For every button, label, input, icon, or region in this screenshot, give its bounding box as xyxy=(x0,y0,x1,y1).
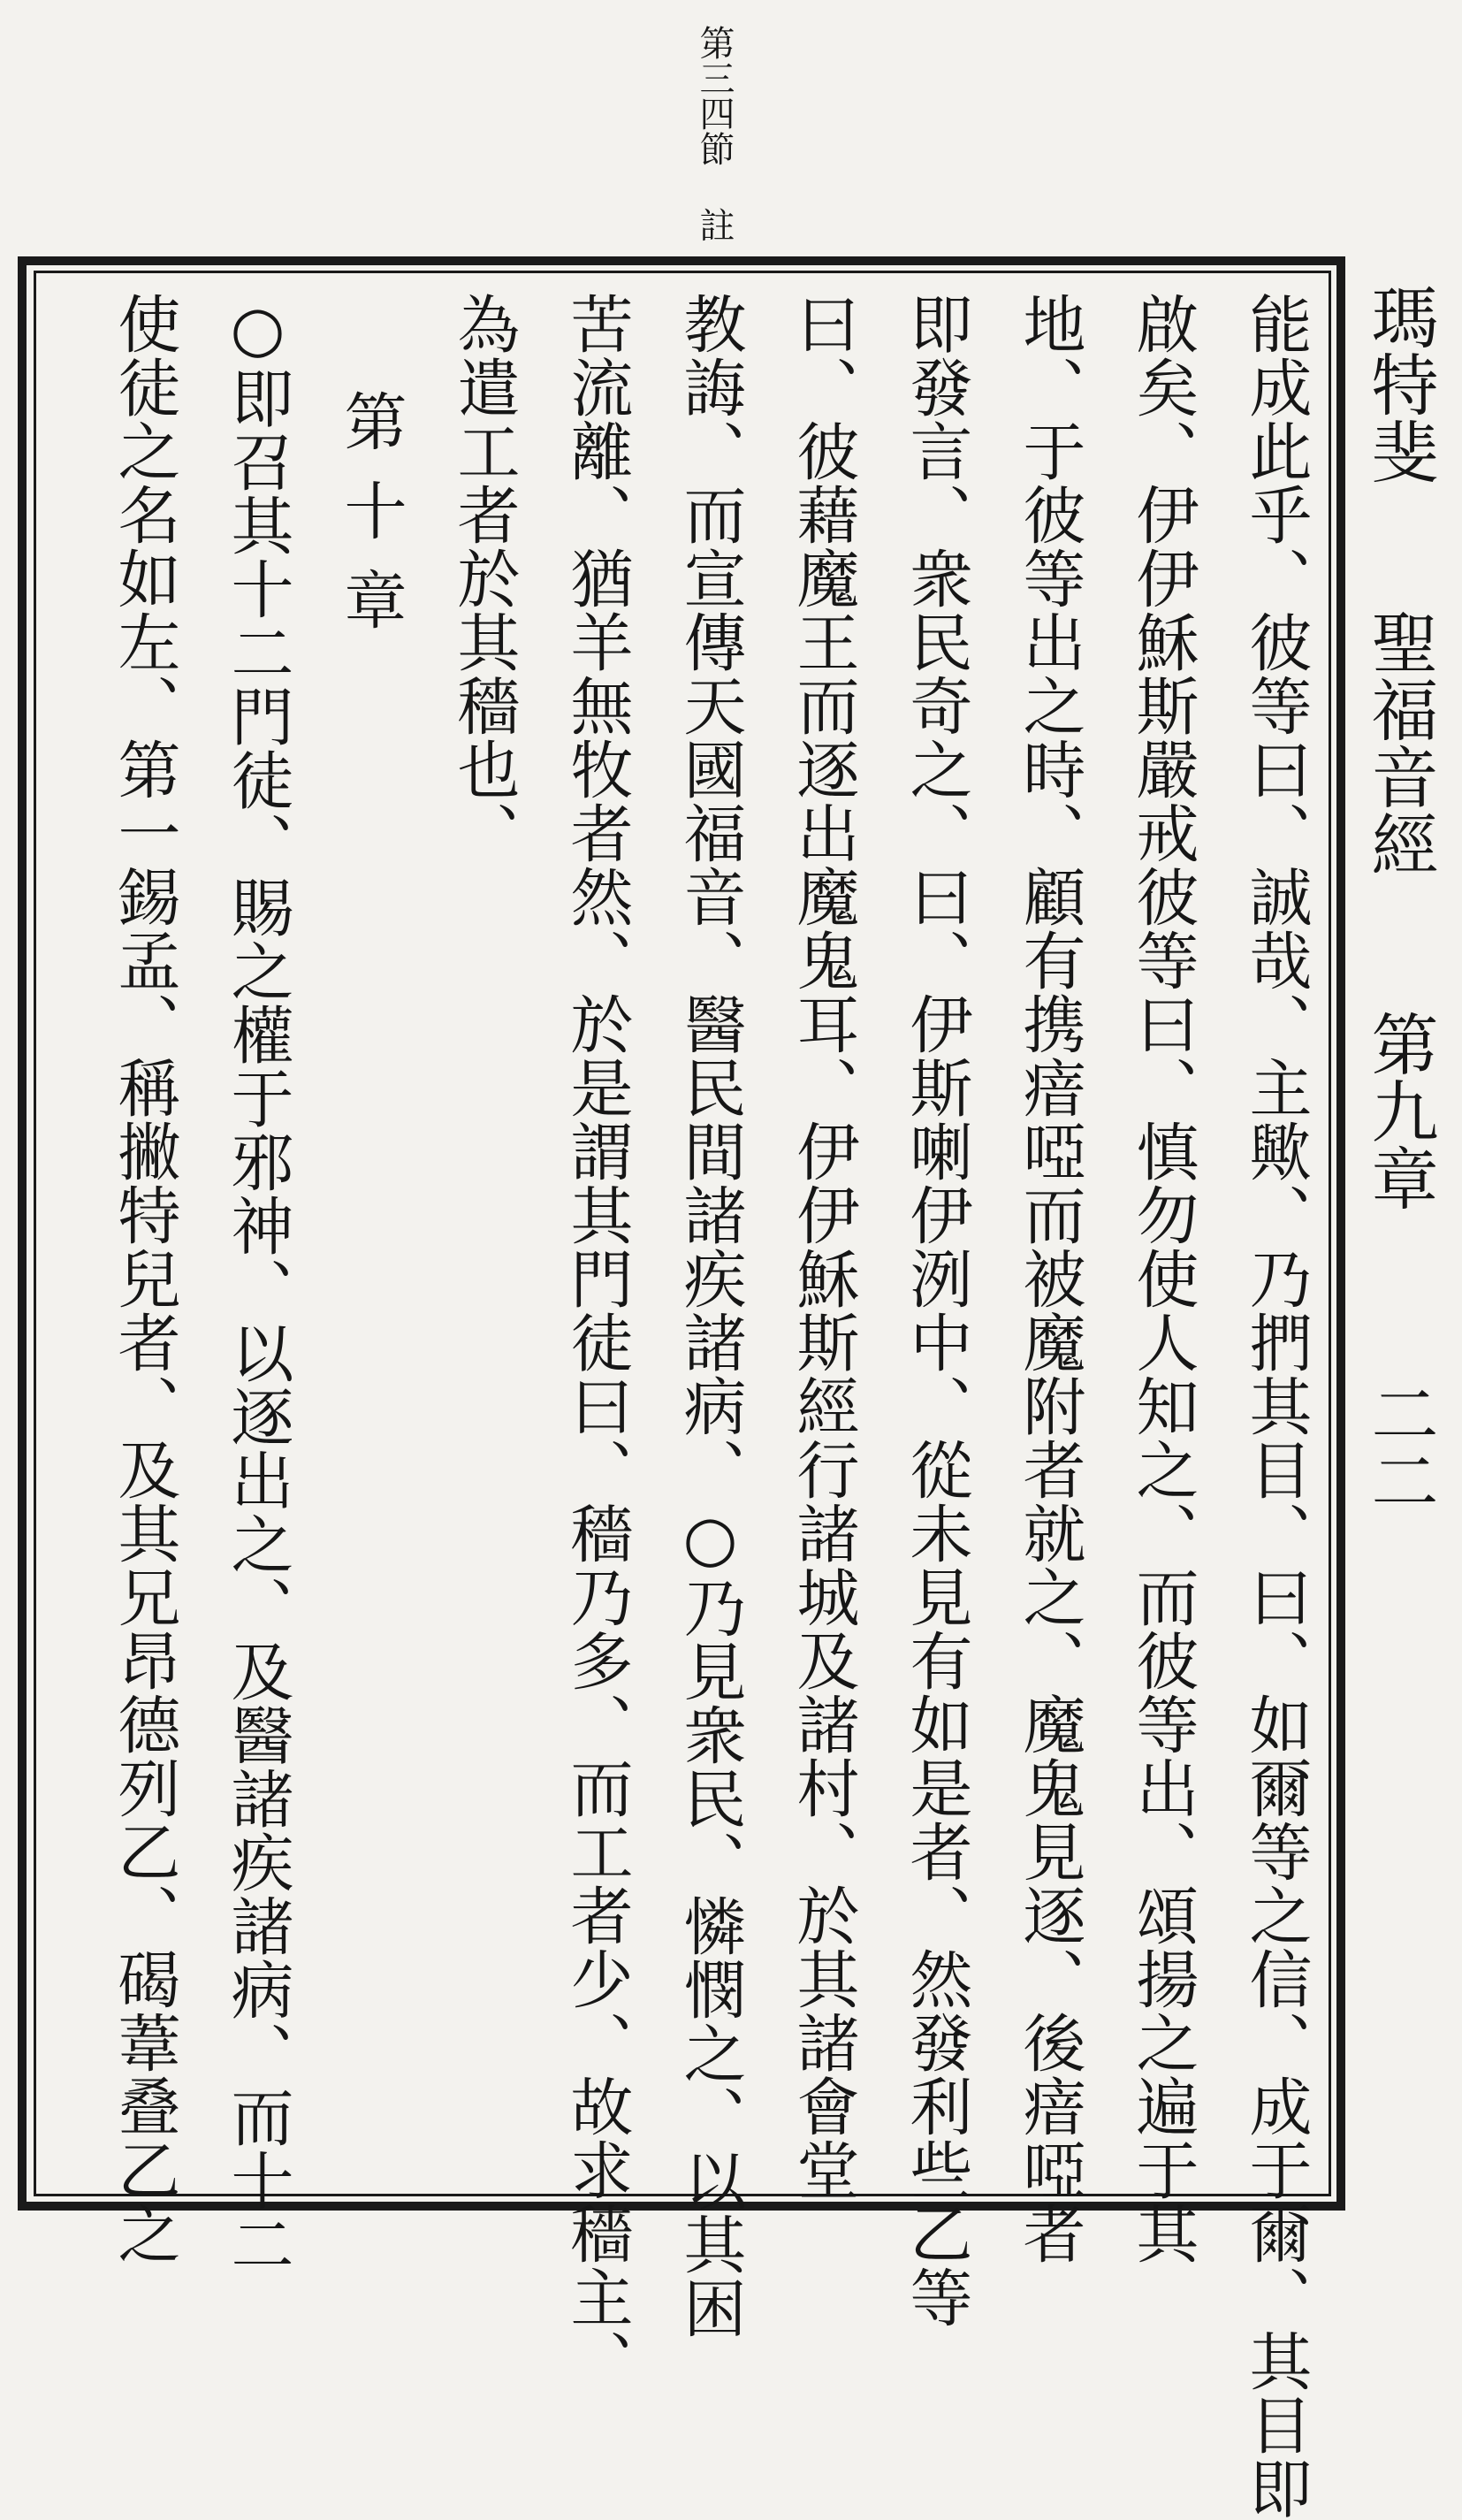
chapter-heading xyxy=(331,292,410,2184)
main-text xyxy=(51,292,1315,2520)
text-column-8: 為遣工者於其穡也、 xyxy=(447,292,521,865)
header-page-number: 二二 xyxy=(1360,1379,1439,1514)
text-column-5: 曰、彼藉魔王而逐出魔鬼耳、伊伊穌斯經行諸城及諸村、於其諸會堂 xyxy=(787,292,860,2202)
text-column-7: 苦流離、猶羊無牧者然、於是謂其門徒曰、穡乃多、而工者少、故求穡主、 xyxy=(560,292,634,2393)
header-title: 聖福音經 xyxy=(1360,608,1439,877)
text-column-3: 地、于彼等出之時、顧有携瘖啞而被魔附者就之、魔鬼見逐、後瘖啞者 xyxy=(1013,292,1086,2265)
text-column-6: 教誨、而宣傳天國福音、醫民間諸疾諸病、○乃見衆民、憐憫之、以其困 xyxy=(674,292,747,2340)
header-chapter: 第九章 xyxy=(1360,1010,1439,1211)
top-margin-note: 第三四節 註 xyxy=(694,25,735,242)
text-column-4: 即發言、衆民奇之、曰、伊斯喇伊洌中、從未見有如是者、然發利些乙等 xyxy=(900,292,973,2329)
chapter-heading-text: 第十章 xyxy=(334,389,407,657)
header-book: 瑪特斐 xyxy=(1360,283,1439,485)
text-column-10: ○即召其十二門徒、賜之權于邪神、以逐出之、及醫諸疾諸病、而十二 xyxy=(221,292,294,2276)
text-column-11: 使徒之名如左、第一錫孟、稱撇特兒者、及其兄昂德列乙、碣葦叠乙之 xyxy=(108,292,181,2265)
text-column-1: 能成此乎、彼等曰、誠哉、主歟、乃捫其目、曰、如爾等之信、成于爾、其目即 xyxy=(1239,292,1313,2520)
text-column-2: 啟矣、伊伊穌斯嚴戒彼等曰、慎勿使人知之、而彼等出、頌揚之遍于其 xyxy=(1126,292,1199,2265)
running-header xyxy=(1358,283,1442,2184)
